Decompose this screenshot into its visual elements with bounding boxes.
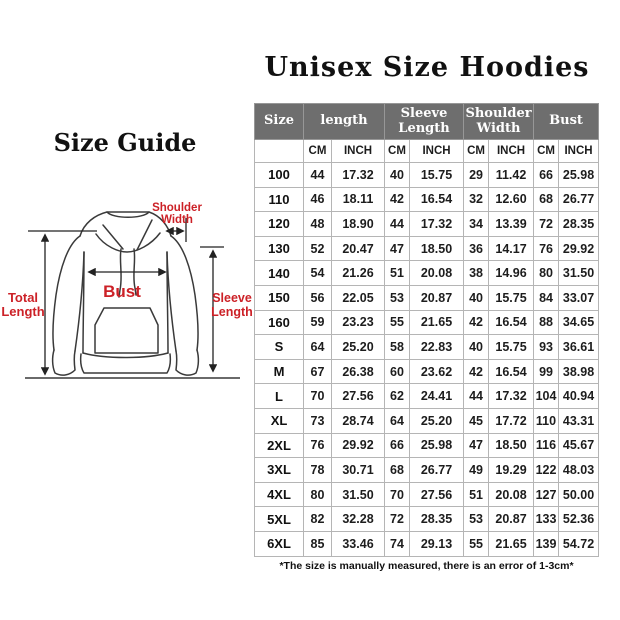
value-cell: 32.28 xyxy=(332,507,385,532)
value-cell: 67 xyxy=(304,359,332,384)
value-cell: 31.50 xyxy=(559,261,599,286)
size-table-header xyxy=(255,104,599,163)
value-cell: 17.72 xyxy=(489,408,534,433)
measurement-disclaimer: *The size is manually measured, there is an error of 1-3cm* xyxy=(279,560,574,572)
value-cell: 32 xyxy=(464,187,489,212)
group-header-row xyxy=(255,104,599,140)
value-cell: 127 xyxy=(534,482,559,507)
value-cell: 18.50 xyxy=(410,236,464,261)
value-cell: 20.87 xyxy=(410,285,464,310)
value-cell: 122 xyxy=(534,458,559,483)
value-cell: 45.67 xyxy=(559,433,599,458)
value-cell: 45 xyxy=(464,408,489,433)
table-row xyxy=(255,310,599,335)
value-cell: 40.94 xyxy=(559,384,599,409)
value-cell: 36.61 xyxy=(559,335,599,360)
sleeve-length-label-line2: Length xyxy=(211,305,253,319)
value-cell: 93 xyxy=(534,335,559,360)
value-cell: 85 xyxy=(304,531,332,556)
value-cell: 56 xyxy=(304,285,332,310)
value-cell: 27.56 xyxy=(332,384,385,409)
value-cell: 28.35 xyxy=(410,507,464,532)
unit-blank-cell xyxy=(255,140,304,163)
table-row xyxy=(255,187,599,212)
value-cell: 29.92 xyxy=(559,236,599,261)
value-cell: 72 xyxy=(385,507,410,532)
value-cell: 62 xyxy=(385,384,410,409)
unit-header-cell: CM xyxy=(304,140,332,163)
value-cell: 53 xyxy=(385,285,410,310)
value-cell: 20.08 xyxy=(489,482,534,507)
value-cell: 11.42 xyxy=(489,163,534,188)
value-cell: 18.50 xyxy=(489,433,534,458)
value-cell: 34.65 xyxy=(559,310,599,335)
size-cell: XL xyxy=(255,408,304,433)
size-table xyxy=(254,103,599,557)
table-row xyxy=(255,335,599,360)
shoulder-width-label-line1: Shoulder xyxy=(152,202,202,214)
size-guide-heading: Size Guide xyxy=(53,128,197,157)
size-cell: 6XL xyxy=(255,531,304,556)
value-cell: 29.92 xyxy=(332,433,385,458)
size-cell: L xyxy=(255,384,304,409)
value-cell: 72 xyxy=(534,212,559,237)
value-cell: 54.72 xyxy=(559,531,599,556)
value-cell: 43.31 xyxy=(559,408,599,433)
table-row xyxy=(255,359,599,384)
unit-header-row xyxy=(255,140,599,163)
table-row xyxy=(255,163,599,188)
size-cell: M xyxy=(255,359,304,384)
size-cell: 150 xyxy=(255,285,304,310)
value-cell: 36 xyxy=(464,236,489,261)
size-cell: 140 xyxy=(255,261,304,286)
total-length-label-line2: Length xyxy=(1,304,45,319)
value-cell: 13.39 xyxy=(489,212,534,237)
col-header-bust: Bust xyxy=(534,104,599,140)
value-cell: 44 xyxy=(385,212,410,237)
hoodie-size-diagram xyxy=(0,190,260,400)
value-cell: 26.77 xyxy=(410,458,464,483)
value-cell: 54 xyxy=(304,261,332,286)
value-cell: 52.36 xyxy=(559,507,599,532)
value-cell: 80 xyxy=(304,482,332,507)
size-cell: 3XL xyxy=(255,458,304,483)
value-cell: 73 xyxy=(304,408,332,433)
table-row xyxy=(255,531,599,556)
value-cell: 66 xyxy=(534,163,559,188)
table-row xyxy=(255,458,599,483)
value-cell: 23.62 xyxy=(410,359,464,384)
value-cell: 17.32 xyxy=(410,212,464,237)
col-header-sleeve-length: Sleeve Length xyxy=(385,104,464,140)
diagram-labels xyxy=(1,202,253,319)
value-cell: 84 xyxy=(534,285,559,310)
total-length-label-line1: Total xyxy=(7,290,39,305)
value-cell: 46 xyxy=(304,187,332,212)
size-cell: 160 xyxy=(255,310,304,335)
value-cell: 25.98 xyxy=(410,433,464,458)
size-cell: 100 xyxy=(255,163,304,188)
value-cell: 64 xyxy=(304,335,332,360)
size-cell: 110 xyxy=(255,187,304,212)
value-cell: 42 xyxy=(464,310,489,335)
value-cell: 18.11 xyxy=(332,187,385,212)
sleeve-length-label-line1: Sleeve xyxy=(212,291,252,305)
value-cell: 48.03 xyxy=(559,458,599,483)
value-cell: 31.50 xyxy=(332,482,385,507)
col-header-shoulder-width: Shoulder Width xyxy=(464,104,534,140)
size-cell: 2XL xyxy=(255,433,304,458)
value-cell: 76 xyxy=(304,433,332,458)
unit-header-cell: INCH xyxy=(559,140,599,163)
table-row xyxy=(255,408,599,433)
table-row xyxy=(255,482,599,507)
value-cell: 51 xyxy=(464,482,489,507)
table-row xyxy=(255,261,599,286)
value-cell: 12.60 xyxy=(489,187,534,212)
value-cell: 133 xyxy=(534,507,559,532)
value-cell: 14.96 xyxy=(489,261,534,286)
unit-header-cell: INCH xyxy=(332,140,385,163)
value-cell: 33.46 xyxy=(332,531,385,556)
value-cell: 25.20 xyxy=(332,335,385,360)
value-cell: 20.87 xyxy=(489,507,534,532)
value-cell: 70 xyxy=(385,482,410,507)
size-cell: 4XL xyxy=(255,482,304,507)
size-cell: S xyxy=(255,335,304,360)
col-header-length: length xyxy=(304,104,385,140)
value-cell: 64 xyxy=(385,408,410,433)
value-cell: 47 xyxy=(464,433,489,458)
value-cell: 68 xyxy=(534,187,559,212)
value-cell: 49 xyxy=(464,458,489,483)
value-cell: 80 xyxy=(534,261,559,286)
shoulder-width-label-line2: Width xyxy=(161,214,193,226)
value-cell: 66 xyxy=(385,433,410,458)
value-cell: 18.90 xyxy=(332,212,385,237)
value-cell: 16.54 xyxy=(489,359,534,384)
value-cell: 16.54 xyxy=(410,187,464,212)
value-cell: 25.98 xyxy=(559,163,599,188)
unit-header-cell: INCH xyxy=(410,140,464,163)
table-row xyxy=(255,285,599,310)
value-cell: 26.77 xyxy=(559,187,599,212)
value-cell: 110 xyxy=(534,408,559,433)
table-row xyxy=(255,236,599,261)
value-cell: 27.56 xyxy=(410,482,464,507)
value-cell: 16.54 xyxy=(489,310,534,335)
value-cell: 40 xyxy=(385,163,410,188)
value-cell: 15.75 xyxy=(489,335,534,360)
value-cell: 48 xyxy=(304,212,332,237)
value-cell: 76 xyxy=(534,236,559,261)
value-cell: 30.71 xyxy=(332,458,385,483)
value-cell: 23.23 xyxy=(332,310,385,335)
value-cell: 82 xyxy=(304,507,332,532)
size-cell: 120 xyxy=(255,212,304,237)
value-cell: 55 xyxy=(464,531,489,556)
value-cell: 51 xyxy=(385,261,410,286)
value-cell: 25.20 xyxy=(410,408,464,433)
col-header-size: Size xyxy=(255,104,304,140)
value-cell: 24.41 xyxy=(410,384,464,409)
unit-header-cell: INCH xyxy=(489,140,534,163)
value-cell: 88 xyxy=(534,310,559,335)
value-cell: 44 xyxy=(304,163,332,188)
value-cell: 40 xyxy=(464,335,489,360)
value-cell: 26.38 xyxy=(332,359,385,384)
value-cell: 20.47 xyxy=(332,236,385,261)
value-cell: 50.00 xyxy=(559,482,599,507)
table-row xyxy=(255,433,599,458)
value-cell: 29 xyxy=(464,163,489,188)
value-cell: 20.08 xyxy=(410,261,464,286)
value-cell: 42 xyxy=(385,187,410,212)
table-row xyxy=(255,507,599,532)
value-cell: 60 xyxy=(385,359,410,384)
value-cell: 28.35 xyxy=(559,212,599,237)
value-cell: 29.13 xyxy=(410,531,464,556)
value-cell: 22.05 xyxy=(332,285,385,310)
value-cell: 58 xyxy=(385,335,410,360)
value-cell: 22.83 xyxy=(410,335,464,360)
value-cell: 68 xyxy=(385,458,410,483)
value-cell: 21.65 xyxy=(489,531,534,556)
value-cell: 34 xyxy=(464,212,489,237)
value-cell: 44 xyxy=(464,384,489,409)
value-cell: 47 xyxy=(385,236,410,261)
value-cell: 21.65 xyxy=(410,310,464,335)
unit-header-cell: CM xyxy=(534,140,559,163)
table-row xyxy=(255,384,599,409)
value-cell: 15.75 xyxy=(489,285,534,310)
value-cell: 104 xyxy=(534,384,559,409)
size-table-body xyxy=(255,163,599,557)
value-cell: 21.26 xyxy=(332,261,385,286)
value-cell: 78 xyxy=(304,458,332,483)
value-cell: 99 xyxy=(534,359,559,384)
value-cell: 53 xyxy=(464,507,489,532)
value-cell: 74 xyxy=(385,531,410,556)
value-cell: 33.07 xyxy=(559,285,599,310)
value-cell: 139 xyxy=(534,531,559,556)
value-cell: 38 xyxy=(464,261,489,286)
value-cell: 17.32 xyxy=(489,384,534,409)
page-title: Unisex Size Hoodies xyxy=(264,52,590,83)
value-cell: 52 xyxy=(304,236,332,261)
value-cell: 14.17 xyxy=(489,236,534,261)
value-cell: 40 xyxy=(464,285,489,310)
bust-label: Bust xyxy=(103,282,141,301)
unit-header-cell: CM xyxy=(385,140,410,163)
unit-header-cell: CM xyxy=(464,140,489,163)
value-cell: 55 xyxy=(385,310,410,335)
value-cell: 17.32 xyxy=(332,163,385,188)
size-cell: 5XL xyxy=(255,507,304,532)
value-cell: 70 xyxy=(304,384,332,409)
value-cell: 28.74 xyxy=(332,408,385,433)
size-cell: 130 xyxy=(255,236,304,261)
value-cell: 116 xyxy=(534,433,559,458)
value-cell: 42 xyxy=(464,359,489,384)
table-row xyxy=(255,212,599,237)
value-cell: 38.98 xyxy=(559,359,599,384)
value-cell: 19.29 xyxy=(489,458,534,483)
value-cell: 59 xyxy=(304,310,332,335)
value-cell: 15.75 xyxy=(410,163,464,188)
